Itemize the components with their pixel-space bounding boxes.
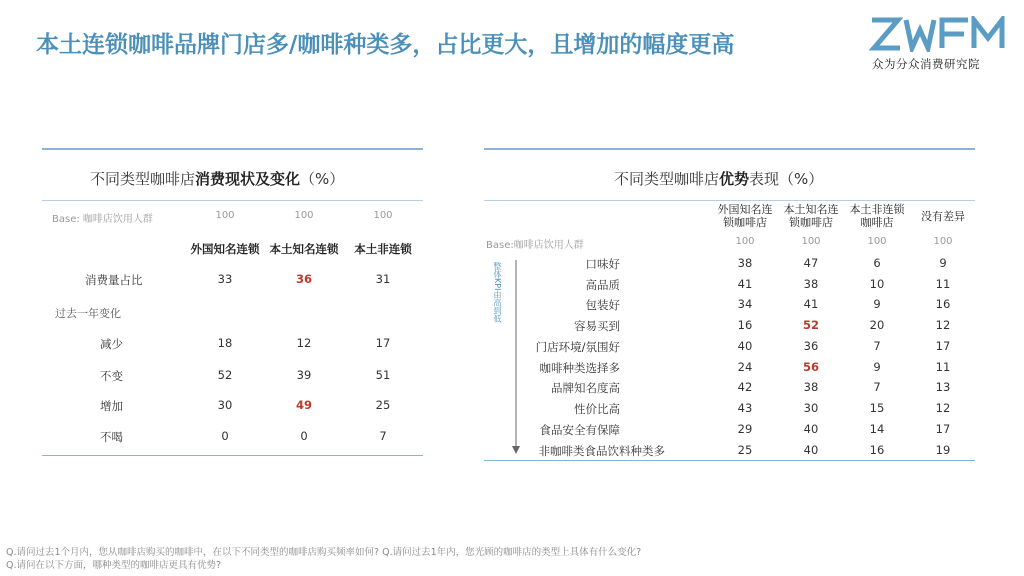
right-row-value: 25 <box>737 443 753 457</box>
left-base-value: 100 <box>215 210 235 221</box>
right-row-value: 40 <box>803 443 819 457</box>
left-change-label: 过去一年变化 <box>55 307 121 320</box>
right-row-label: 门店环境/氛围好 <box>535 340 620 354</box>
right-row-label: 包装好 <box>585 298 620 312</box>
right-base-value: 100 <box>735 236 755 247</box>
right-row-value: 9 <box>939 256 947 270</box>
left-col-header: 外国知名连锁 <box>190 242 260 256</box>
right-row-value: 7 <box>873 339 881 353</box>
left-base-label: Base: 咖啡店饮用人群 <box>52 214 153 225</box>
left-table-bottom-rule <box>42 455 423 456</box>
brand-subtitle: 众为分众消费研究院 <box>872 57 980 71</box>
right-row-value: 38 <box>803 277 819 291</box>
page-title: 本土连锁咖啡品牌门店多/咖啡种类多，占比更大，且增加的幅度更高 <box>36 32 735 58</box>
left-row-value: 39 <box>296 368 312 382</box>
left-table-header-rule <box>42 200 423 201</box>
right-title-post: 表现（%） <box>749 170 824 188</box>
right-col-header-l1: 本土知名连 <box>783 203 839 216</box>
right-row-value-highlight: 52 <box>802 318 819 332</box>
right-title-bold: 优势 <box>719 170 750 188</box>
right-row-value: 43 <box>737 401 753 415</box>
right-col-header-l2: 咖啡店 <box>860 216 894 229</box>
left-share-value-highlight: 36 <box>295 272 312 286</box>
right-table-header-rule <box>484 200 975 201</box>
left-row-label: 不变 <box>100 369 123 383</box>
right-row-value: 19 <box>935 443 951 457</box>
left-title-post: （%） <box>300 170 345 188</box>
footer-line: Q.请问过去1个月内，您从咖啡店购买的咖啡中，在以下不同类型的咖啡店购买频率如何? Q.请问过去1年内，您光顾的咖啡店的类型上具体有什么变化? <box>6 547 642 558</box>
right-row-value: 10 <box>869 277 885 291</box>
right-base-value: 100 <box>933 236 953 247</box>
left-row-value: 12 <box>296 336 312 350</box>
left-row-label: 减少 <box>100 337 123 351</box>
right-row-value: 9 <box>873 297 881 311</box>
left-base-value: 100 <box>373 210 393 221</box>
right-row-value: 9 <box>873 360 881 374</box>
left-col-header: 本土非连锁 <box>354 242 412 256</box>
left-share-value: 33 <box>217 272 233 286</box>
left-row-value: 17 <box>375 336 391 350</box>
right-title-pre: 不同类型咖啡店 <box>614 170 720 188</box>
right-col-header-l2: 锁咖啡店 <box>789 216 833 229</box>
left-title-pre: 不同类型咖啡店 <box>90 170 196 188</box>
right-row-value-highlight: 56 <box>802 360 819 374</box>
right-row-label: 性价比高 <box>574 402 620 416</box>
zwfm-logo-mark <box>868 16 1010 52</box>
right-row-value: 30 <box>803 401 819 415</box>
right-row-value: 24 <box>737 360 753 374</box>
right-row-label: 高品质 <box>585 278 620 292</box>
left-row-value-highlight: 49 <box>295 398 312 412</box>
right-row-value: 17 <box>935 422 951 436</box>
right-col-header-l1: 外国知名连 <box>717 203 773 216</box>
right-row-value: 13 <box>935 380 951 394</box>
right-row-label: 食品安全有保障 <box>539 423 620 437</box>
right-col-header <box>711 203 779 229</box>
right-row-label: 咖啡种类选择多 <box>539 361 620 375</box>
right-row-value: 14 <box>869 422 885 436</box>
right-row-value: 12 <box>935 401 951 415</box>
left-row-value: 52 <box>217 368 233 382</box>
right-table-top-rule <box>484 148 975 150</box>
right-row-value: 16 <box>935 297 951 311</box>
right-row-label: 容易买到 <box>574 319 620 333</box>
right-col-header <box>909 210 977 223</box>
right-row-value: 29 <box>737 422 753 436</box>
left-row-value: 25 <box>375 398 391 412</box>
left-title-bold: 消费现状及变化 <box>195 170 301 188</box>
left-row-label: 不喝 <box>100 430 123 444</box>
right-row-value: 36 <box>803 339 819 353</box>
right-row-value: 12 <box>935 318 951 332</box>
footer-notes <box>6 546 641 572</box>
right-col-header-l1: 没有差异 <box>921 210 965 223</box>
right-row-value: 47 <box>803 256 819 270</box>
right-row-value: 40 <box>737 339 753 353</box>
down-arrow-icon <box>510 260 522 456</box>
right-row-value: 38 <box>803 380 819 394</box>
right-row-label: 品牌知名度高 <box>551 381 620 395</box>
right-row-value: 42 <box>737 380 753 394</box>
right-row-value: 20 <box>869 318 885 332</box>
right-row-value: 11 <box>935 360 951 374</box>
side-note: 整体KPI由高到低 <box>493 262 502 323</box>
right-col-header-l1: 本土非连锁 <box>849 203 905 216</box>
left-base-value: 100 <box>294 210 314 221</box>
right-base-value: 100 <box>867 236 887 247</box>
left-row-value: 7 <box>379 429 387 443</box>
right-row-value: 15 <box>869 401 885 415</box>
right-row-value: 6 <box>873 256 881 270</box>
right-table-bottom-rule <box>484 460 975 461</box>
right-base-value: 100 <box>801 236 821 247</box>
right-row-value: 40 <box>803 422 819 436</box>
right-row-value: 38 <box>737 256 753 270</box>
right-row-value: 7 <box>873 380 881 394</box>
left-share-label: 消费量占比 <box>85 273 143 287</box>
right-row-value: 17 <box>935 339 951 353</box>
left-row-label: 增加 <box>100 399 123 413</box>
left-row-value: 0 <box>221 429 229 443</box>
right-row-value: 34 <box>737 297 753 311</box>
right-col-header <box>777 203 845 229</box>
right-table-title <box>614 168 823 189</box>
left-row-value: 30 <box>217 398 233 412</box>
brand-logo <box>868 16 1010 76</box>
left-row-value: 0 <box>300 429 308 443</box>
left-row-value: 18 <box>217 336 233 350</box>
left-table-top-rule <box>42 148 423 150</box>
right-row-value: 16 <box>869 443 885 457</box>
footer-line: Q.请问在以下方面，哪种类型的咖啡店更具有优势? <box>6 560 222 571</box>
right-row-label: 非咖啡类食品饮料种类多 <box>538 444 665 458</box>
right-base-label: Base:咖啡店饮用人群 <box>486 240 584 251</box>
right-col-header <box>843 203 911 229</box>
left-col-header: 本土知名连锁 <box>269 242 339 256</box>
left-row-value: 51 <box>375 368 391 382</box>
right-row-value: 16 <box>737 318 753 332</box>
left-share-value: 31 <box>375 272 391 286</box>
right-row-label: 口味好 <box>585 257 620 271</box>
right-col-header-l2: 锁咖啡店 <box>723 216 767 229</box>
right-row-value: 11 <box>935 277 951 291</box>
left-table-title <box>90 168 344 189</box>
right-row-value: 41 <box>803 297 819 311</box>
right-row-value: 41 <box>737 277 753 291</box>
